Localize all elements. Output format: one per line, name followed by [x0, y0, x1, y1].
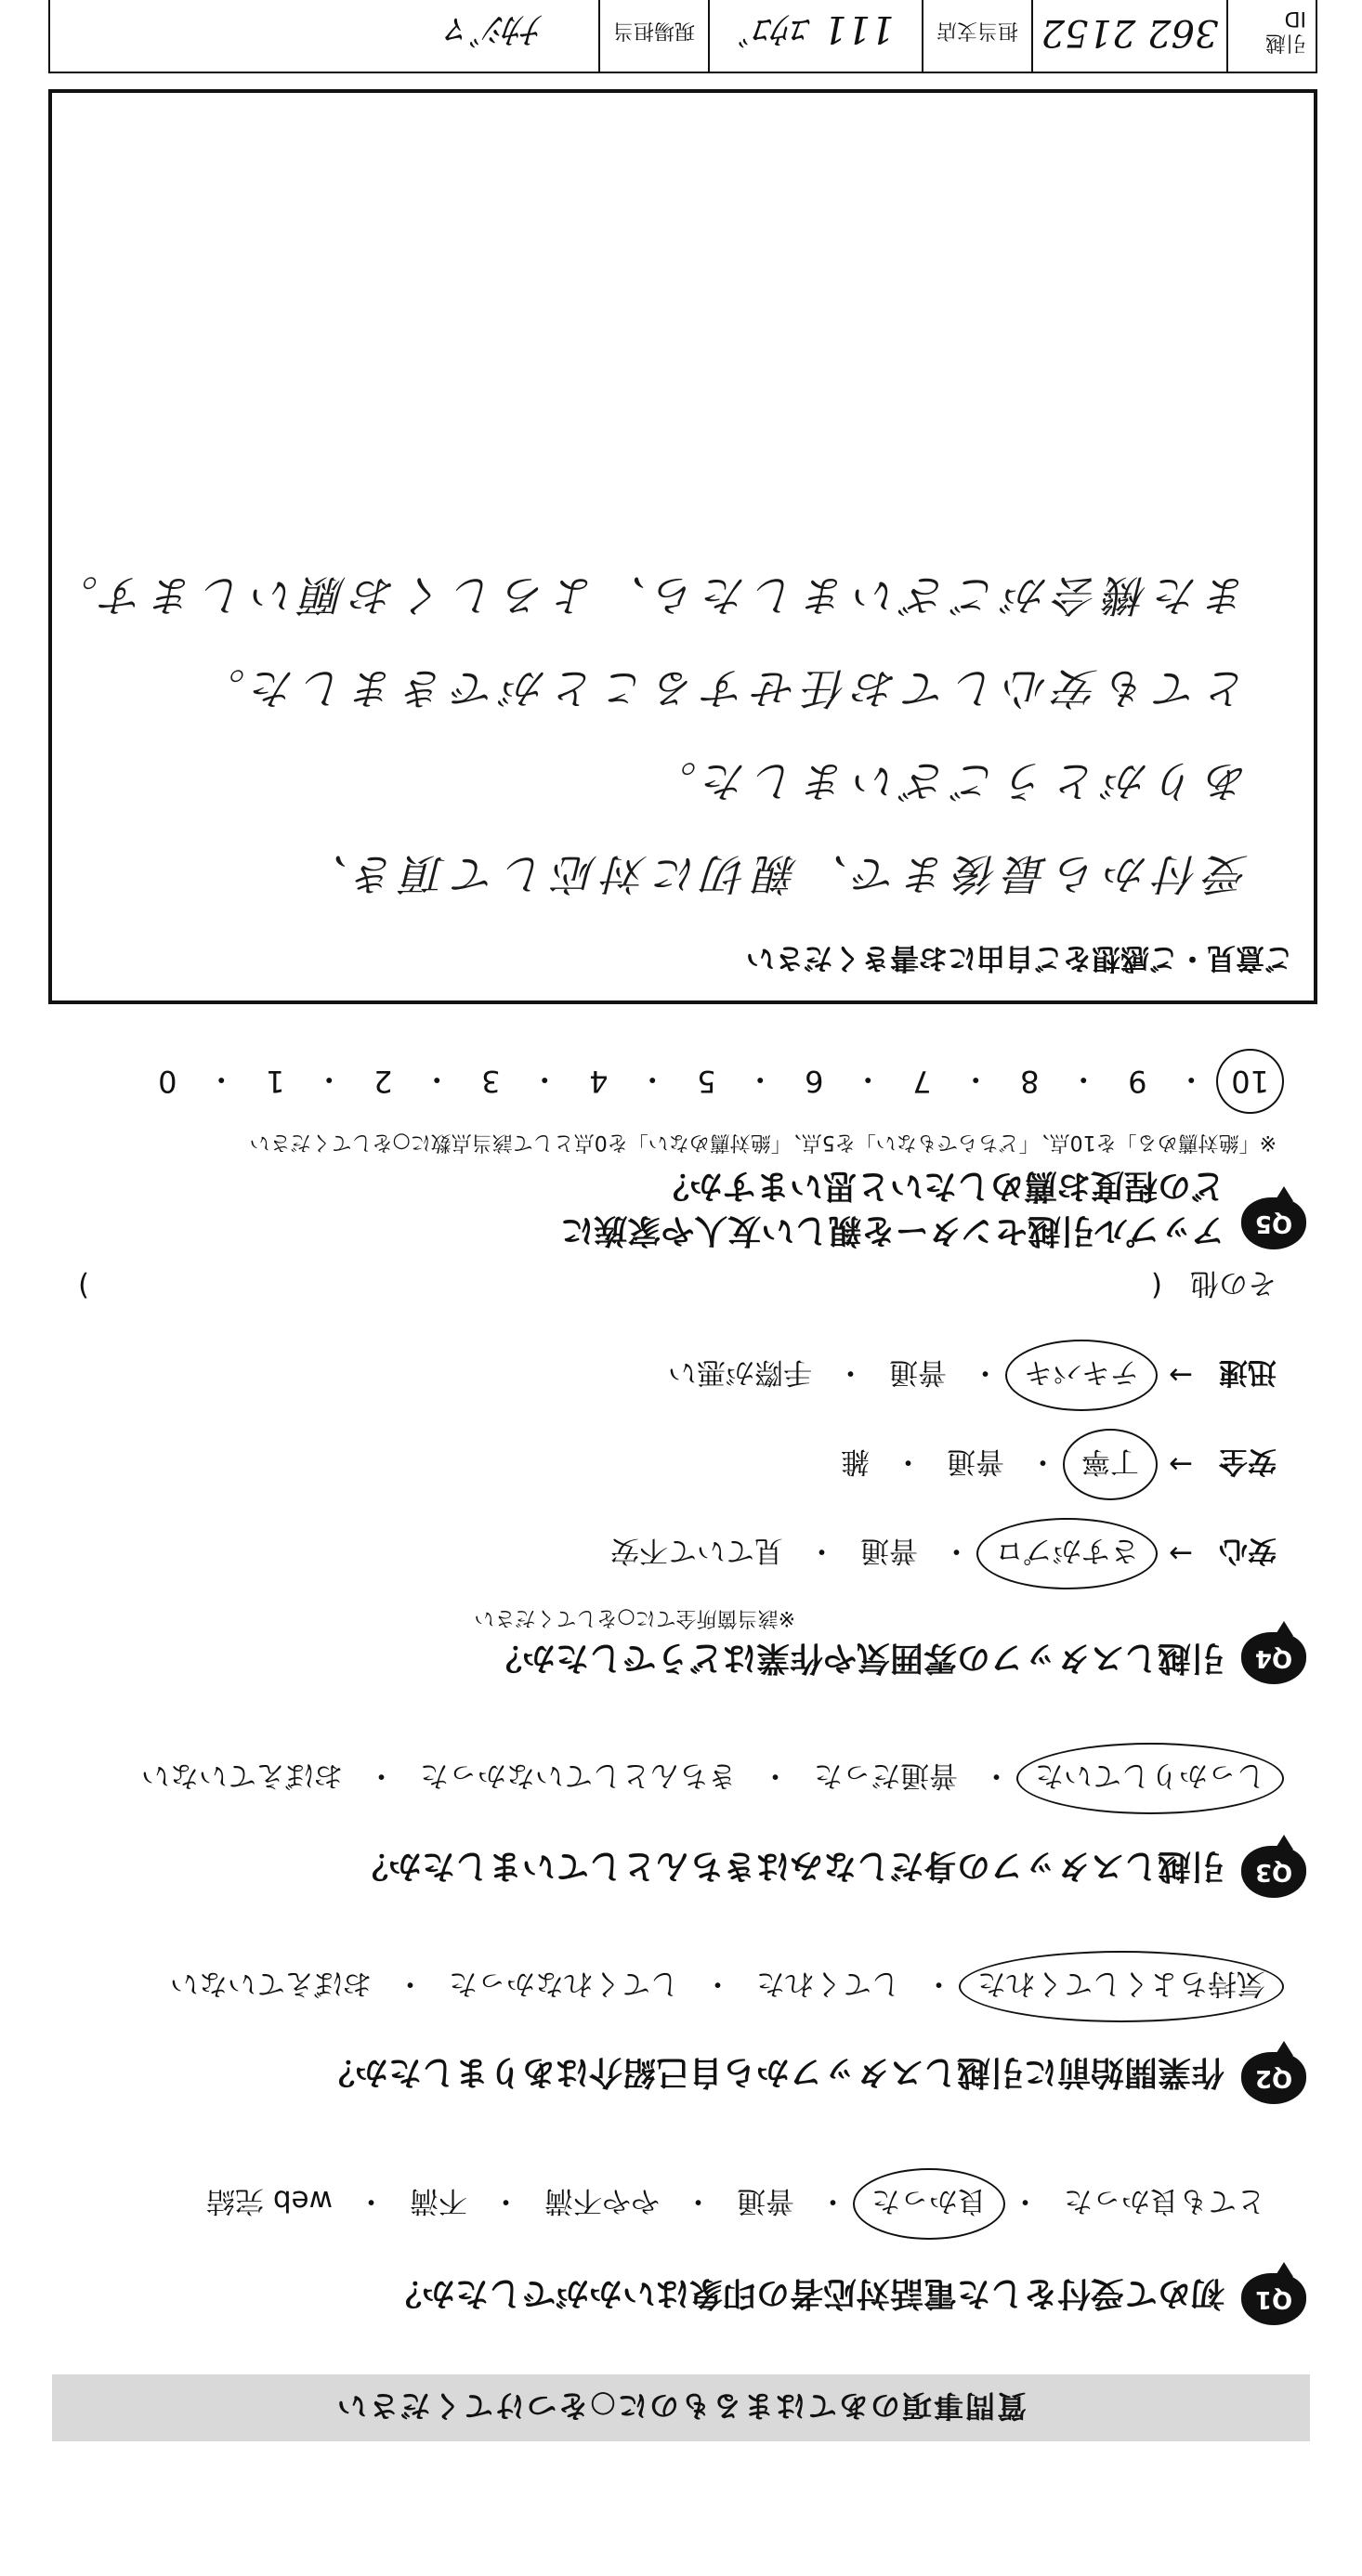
q2-option[interactable]: してくれなかった — [449, 1967, 679, 2000]
q4-option[interactable]: 雑 — [841, 1445, 871, 1478]
q4-note: ※該当箇所全てに○をしてください — [474, 1606, 795, 1629]
q1-option[interactable]: 普通 — [737, 2184, 794, 2217]
q3-badge: Q3 — [1241, 1846, 1306, 1898]
leader-value-cell — [50, 0, 598, 72]
q4-option-selected[interactable]: 丁寧 — [1078, 1444, 1143, 1485]
q4-option[interactable]: 普通 — [860, 1534, 919, 1567]
handwritten-line: また機会がございましたら、よろしくお願いします。 — [47, 570, 1249, 621]
q5-scale: 10 ・ 9 ・ 8 ・ 7 ・ 6 ・ 5 ・ 4 ・ 3 ・ 2 ・ 1 ・ 0 — [153, 1060, 1269, 1103]
q5-score[interactable]: 1 — [266, 1064, 285, 1099]
q3-option-selected[interactable]: しっかりしていた — [1031, 1758, 1269, 1799]
branch-value-cell — [708, 0, 922, 72]
q1-option[interactable]: web 完結 — [206, 2184, 333, 2217]
q4-option-selected[interactable]: さすがプロ — [991, 1533, 1143, 1575]
q3-options: しっかりしていた ・ 普通だった ・ きちんとしていなかった ・ おぼえていない — [138, 1758, 1269, 1799]
q4-row-label: 迅速 — [1219, 1355, 1277, 1389]
q4-option[interactable]: 手際が悪い — [668, 1355, 813, 1389]
branch-label-cell: 担当支店 — [922, 0, 1031, 72]
open-paren: ( — [1150, 1269, 1162, 1303]
q1-options: とても良かった ・ 良かった ・ 普通 ・ やや不満 ・ 不満 ・ web 完結 — [203, 2183, 1269, 2225]
q5-score[interactable]: 7 — [912, 1064, 932, 1099]
q5-score[interactable]: 0 — [158, 1064, 177, 1099]
instructions-bar: 質問事項のあてはまるものに○をつけてください — [52, 2374, 1310, 2441]
q1-option[interactable]: 不満 — [410, 2184, 467, 2217]
q5-score-selected[interactable]: 10 — [1231, 1064, 1269, 1099]
comment-title: ご意見・ご感想をご自由にお書きください — [746, 941, 1293, 974]
q5-question-line1: アップル引越センターを親しい友人や家族に — [560, 1211, 1224, 1249]
q2-badge: Q2 — [1241, 2052, 1306, 2104]
q2-options: 気持ちよくしてくれた ・ してくれた ・ してくれなかった ・ おぼえていない — [166, 1966, 1269, 2007]
q5-block — [1241, 1197, 1306, 1249]
close-paren: ) — [78, 1269, 90, 1303]
handwritten-line: とても安心してお任せすることができました。 — [195, 663, 1249, 713]
q3-block — [1241, 1846, 1306, 1898]
q4-option[interactable]: 普通 — [947, 1445, 1005, 1478]
q3-question: 引越しスタッフの身だしなみはきちんとしていましたか？ — [354, 1847, 1224, 1885]
leader-label-cell: 現場担当 — [598, 0, 708, 72]
q5-score[interactable]: 4 — [589, 1064, 609, 1099]
id-value-cell — [1031, 0, 1226, 72]
q3-option[interactable]: おぼえていない — [141, 1759, 343, 1792]
q1-badge: Q1 — [1241, 2273, 1306, 2325]
q1-option[interactable]: とても良かった — [1064, 2184, 1265, 2217]
q5-question-line2: どの程度お薦めしたいと思いますか？ — [655, 1167, 1224, 1205]
id-table — [48, 0, 1317, 73]
q1-question: 初めて受付をした電話対応者の印象はいかがでしたか？ — [387, 2274, 1224, 2312]
q4-row-anshin: 安心 → さすがプロ ・ 普通 ・ 見ていて不安 — [607, 1533, 1277, 1575]
q5-badge: Q5 — [1241, 1197, 1306, 1249]
branch-value: 111 ﾕｳｺﾞ — [737, 7, 895, 51]
arrow-icon: → — [1169, 1358, 1193, 1393]
q2-question: 作業開始前に引越しスタッフから自己紹介はありましたか？ — [321, 2053, 1224, 2091]
q4-option[interactable]: 普通 — [889, 1355, 948, 1389]
handwritten-line: 受付から最後まで、親切に対応して頂き、 — [297, 849, 1249, 899]
q3-option[interactable]: 普通だった — [814, 1759, 958, 1792]
q1-option-selected[interactable]: 良かった — [868, 2183, 990, 2225]
leader-value: ﾅｶｼﾞﾏ — [450, 7, 543, 51]
q2-option-selected[interactable]: 気持ちよくしてくれた — [974, 1966, 1269, 2007]
q5-score[interactable]: 3 — [481, 1064, 501, 1099]
q4-option[interactable]: 見ていて不安 — [610, 1534, 784, 1567]
q5-score[interactable]: 5 — [697, 1064, 716, 1099]
q5-note: ※「絶対薦める」を10点、「どちらでもない」を5点、「絶対薦めない」を0点として該当点数に○をしてください — [249, 1131, 1277, 1154]
q1-block — [1241, 2273, 1306, 2325]
q2-option[interactable]: おぼえていない — [170, 1967, 372, 2000]
q3-option[interactable]: きちんとしていなかった — [420, 1759, 737, 1792]
q2-option[interactable]: してくれた — [756, 1967, 900, 2000]
q5-score[interactable]: 9 — [1128, 1064, 1147, 1099]
q5-score[interactable]: 8 — [1020, 1064, 1040, 1099]
id-label-cell: 引越 ID — [1226, 0, 1316, 72]
q4-other-label: その他 — [1190, 1266, 1277, 1300]
q4-block — [1241, 1632, 1306, 1684]
handwritten-line: ありがとうございました。 — [647, 756, 1249, 806]
q4-row-other — [78, 1265, 1277, 1307]
move-id-value: 362 2152 — [1041, 11, 1219, 54]
q4-row-anzen: 安全 → 丁寧 ・ 普通 ・ 雑 — [837, 1444, 1277, 1485]
q4-row-label: 安全 — [1219, 1445, 1277, 1478]
comment-box[interactable] — [48, 89, 1317, 1004]
q4-row-label: 安心 — [1219, 1534, 1277, 1567]
q4-row-jinsoku: 迅速 → テキパキ ・ 普通 ・ 手際が悪い — [664, 1354, 1277, 1396]
q5-score[interactable]: 2 — [373, 1064, 393, 1099]
q4-question: 引越しスタッフの雰囲気や作業はどうでしたか？ — [488, 1639, 1224, 1677]
q4-badge: Q4 — [1241, 1632, 1306, 1684]
q1-option[interactable]: やや不満 — [544, 2184, 660, 2217]
arrow-icon: → — [1169, 1536, 1193, 1571]
arrow-icon: → — [1169, 1447, 1193, 1482]
q4-option-selected[interactable]: テキパキ — [1020, 1354, 1143, 1396]
q2-block — [1241, 2052, 1306, 2104]
q5-score[interactable]: 6 — [805, 1064, 824, 1099]
